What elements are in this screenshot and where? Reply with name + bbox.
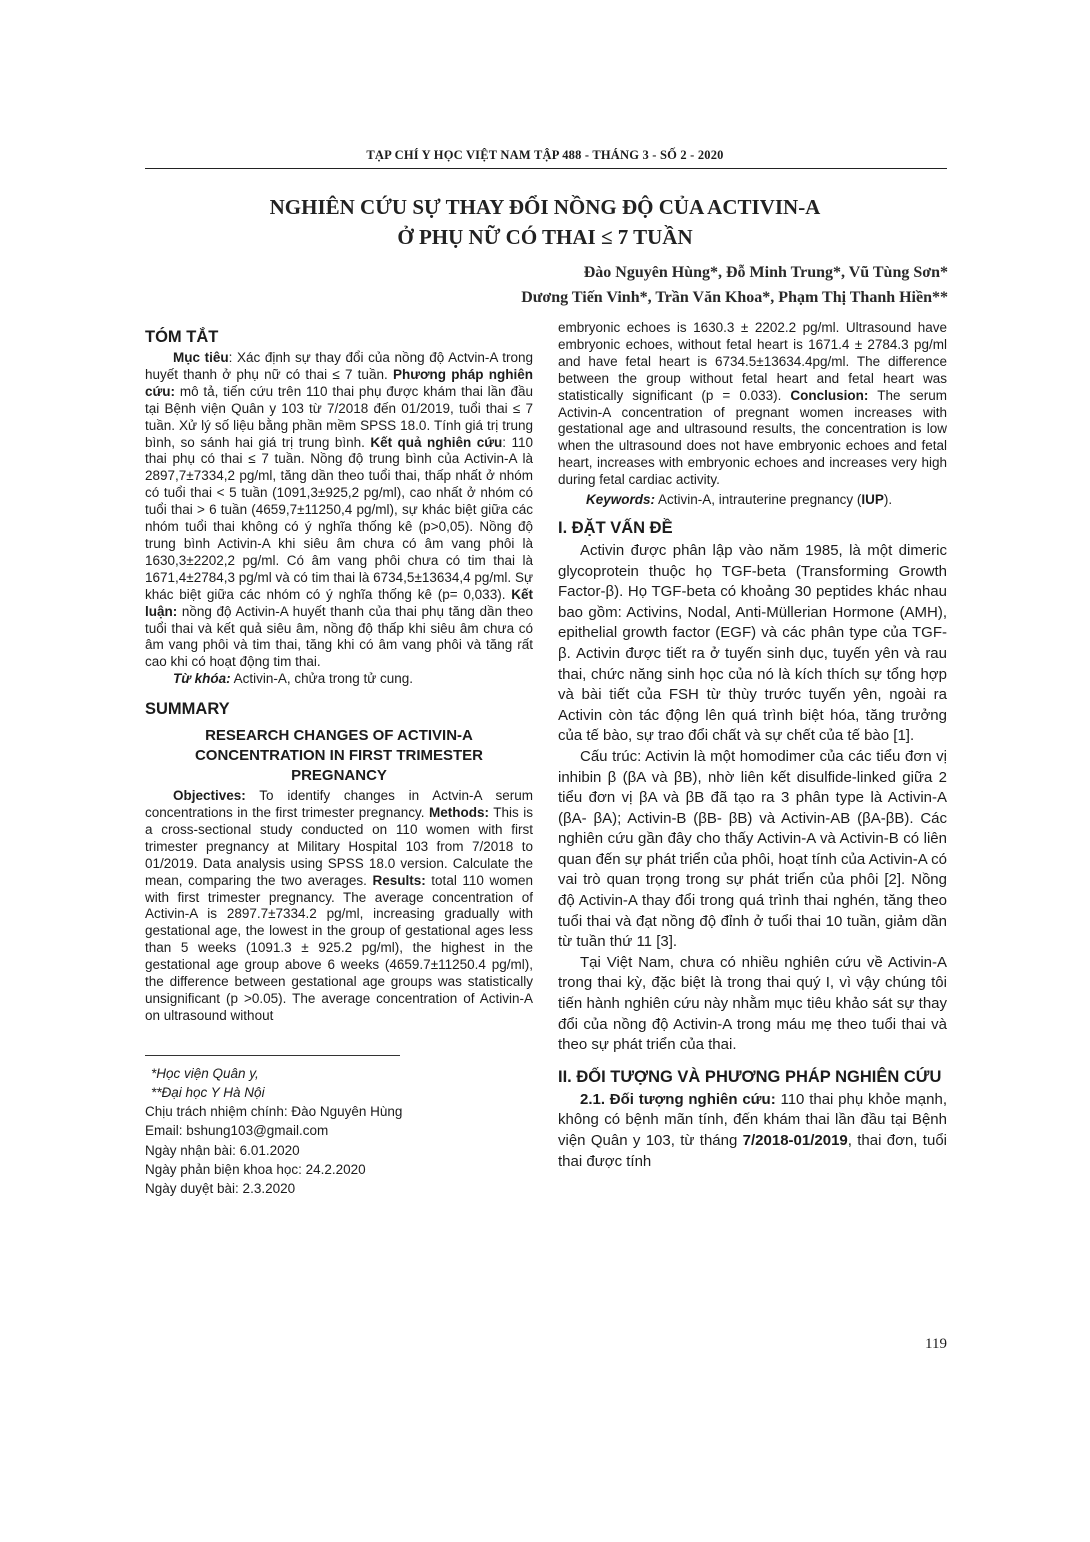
summary-abstract xyxy=(145,788,533,1025)
left-column xyxy=(145,320,533,1198)
text-objectives-en: To identify changes in Actvin-A serum concentrations in the first trimester pregnancy. xyxy=(145,788,533,821)
paper-title xyxy=(145,192,945,252)
intro-paragraph-3: Tại Việt Nam, chưa có nhiều nghiên cứu về Activin-A trong thai kỳ, đặc biệt là trong thai quý I, vì vậy chúng tôi tiến hành nghiên cứu này nhằm mục tiêu khảo sát sự thay đổi của nồng độ Activin-A trong máu mẹ theo tuổi thai và theo sự phát triển của thai. xyxy=(558,953,947,1054)
methods-heading: II. ĐỐI TƯỢNG VÀ PHƯƠNG PHÁP NGHIÊN CỨU xyxy=(558,1067,942,1086)
summary-heading: SUMMARY xyxy=(145,700,230,719)
text-keywords-iup: IUP xyxy=(861,492,884,508)
right-column xyxy=(558,320,947,1172)
label-method: Phương pháp nghiên cứu: xyxy=(145,366,533,399)
authors-line-1: Đào Nguyên Hùng*, Đỗ Minh Trung*, Vũ Tùng Sơn* xyxy=(583,264,948,281)
right-body xyxy=(558,517,947,1172)
footnotes xyxy=(145,1064,533,1198)
text-methods-en: This is a cross-sectional study conducted on 110 women with first trimester pregnancy at Military Hospital 103 from 7/2018 to 01/2019. Data analysis using SPSS 18.0 version. Calculate the mean, comparing the two averages. xyxy=(145,805,534,888)
footnote-review-date: Ngày phản biện khoa học: 24.2.2020 xyxy=(145,1161,366,1177)
label-results: Kết quả nghiên cứu xyxy=(370,434,503,450)
methods-paragraph xyxy=(558,1090,947,1172)
text-results: : 110 thai phụ có thai ≤ 7 tuần. Nồng độ trung bình của Activin-A là 2897,7±7334,2 pg/ml, tăng dần theo tuổi thai, thấp nhất ở nhóm có tuổi thai < 5 tuần (1091,3±925,2 pg/ml), cao nhất ở nhóm có tuổi thai > 6 tuần (4659,7±11250,4 pg/ml), sự khác biệt giữa các nhóm tuổi thai không có ý nghĩa thống kê (p>0,05). Nồng độ trung bình Activin-A khi siêu âm chưa có âm vang phôi là 1630,3±2202,2 pg/ml. Có âm vang phôi chưa có tim thai là 1671,4±2784,3 pg/ml và có tim thai là 6734,5±13634,4 pg/ml. Sự khác biệt giữa các nhóm có ý nghĩa thống kê (p= 0,033). xyxy=(145,434,534,602)
intro-paragraph-1: Activin được phân lập vào năm 1985, là một dimeric glycoprotein thuộc họ TGF-beta (Transforming Growth Factor-β). Họ TGF-beta có khoảng 30 peptides khác nhau bao gồm: Activins, Nodal, Anti-Müllerian Hormone (AMH), epithelial growth factor (EGF) và các phân type của TGF-β. Activin được tiết ra ở tuyến sinh dục, tuyến yên và rau thai, chức năng sinh học của nó là kích thích sự tổng hợp và bài tiết của FSH từ thùy trước tuyến yên, ngoài ra Activin còn tác động lên quá trình biệt hóa, tăng trưởng của tế bào, sự trao đổi chất và sự chết của tế bào [1]. xyxy=(558,541,947,745)
summary-title-line-2: CONCENTRATION IN FIRST TRIMESTER xyxy=(194,747,484,765)
footnote-corresponding-author: Chịu trách nhiệm chính: Đào Nguyên Hùng xyxy=(145,1104,403,1120)
label-conclusion-en: Conclusion: xyxy=(790,387,869,403)
label-objective: Mục tiêu xyxy=(173,350,229,365)
methods-date-range: 7/2018-01/2019 xyxy=(742,1132,848,1149)
footnote-email: Email: bshung103@gmail.com xyxy=(145,1123,329,1139)
title-line-2: Ở PHỤ NỮ CÓ THAI ≤ 7 TUẦN xyxy=(397,225,693,249)
label-keywords-vi: Từ khóa: xyxy=(173,671,231,687)
footnote-received-date: Ngày nhận bài: 6.01.2020 xyxy=(145,1142,300,1158)
summary-keywords xyxy=(558,492,947,509)
authors-line-2: Dương Tiến Vinh*, Trần Văn Khoa*, Phạm Thị Thanh Hiền** xyxy=(521,289,948,306)
summary-title-line-3: PREGNANCY xyxy=(291,767,387,785)
label-keywords-en: Keywords: xyxy=(586,492,656,508)
tomtat-heading: TÓM TẮT xyxy=(145,328,219,346)
authors xyxy=(248,260,948,310)
text-results-en-cont: embryonic echoes is 1630.3 ± 2202.2 pg/ml. Ultrasound have embryonic echoes, without fetal heart is 1671.4 ± 2784.3 pg/ml and have fetal heart is 6734.5±13634.4pg/ml. The difference between the group without fetal heart and fetal heart was statistically significant (p = 0.033). xyxy=(558,320,947,403)
summary-title-line-1: RESEARCH CHANGES OF ACTIVIN-A xyxy=(205,727,473,745)
methods-text: 110 thai phụ khỏe mạnh, không có bệnh mãn tính, đến khám thai lần đầu tại Bệnh viện Quân y 103, từ tháng xyxy=(558,1090,947,1149)
methods-text-2: , thai đơn, tuổi thai được tính xyxy=(558,1132,947,1170)
text-conclusion-en: The serum Activin-A concentration of pregnant women increases with gestational age and ultrasound results, the concentration is low when the ultrasound does not have embryonic echoes and fetal heart, increases with embryonic echoes and increases very high during fetal cardiac activity. xyxy=(558,387,948,488)
label-objectives-en: Objectives: xyxy=(173,788,246,804)
running-head: TẠP CHÍ Y HỌC VIỆT NAM TẬP 488 - THÁNG 3 - SỐ 2 - 2020 xyxy=(366,148,724,162)
footnote-affiliation-2: **Đại học Y Hà Nội xyxy=(151,1085,265,1101)
summary-abstract-continued xyxy=(558,320,947,489)
label-methods-en: Methods: xyxy=(429,805,490,821)
tomtat-keywords xyxy=(145,671,533,688)
label-results-en: Results: xyxy=(372,872,426,888)
methods-subheading: 2.1. Đối tượng nghiên cứu: xyxy=(580,1090,776,1108)
text-conclusion: nồng độ Activin-A huyết thanh của thai phụ tăng dần theo tuổi thai và kết quả siêu âm, nồng độ thấp khi siêu âm chưa có âm vang phôi và tim thai, tăng khi có âm vang phôi và tăng rất cao khi có hoạt động tim thai. xyxy=(145,603,533,670)
tomtat-abstract xyxy=(145,350,533,671)
text-keywords-end: ). xyxy=(883,492,893,508)
text-results-en: total 110 women with first trimester pregnancy. The average concentration of Activin-A is 2897.7±7334.2 pg/ml, increasing gradually with gestational age, the lowest in the group of gestational ages less than 5 weeks (1091.3 ± 925.2 pg/ml), the highest in the gestational age group above 6 weeks (4659.7±11250.4 pg/ml), the difference between gestational age groups was statistically unsignificant (p >0.05). The average concentration of Activin-A on ultrasound without xyxy=(145,872,533,1023)
text-objective: : Xác định sự thay đổi của nồng độ Actvin-A trong huyết thanh ở phụ nữ có thai ≤ 7 tuần. xyxy=(145,350,533,382)
page-number: 119 xyxy=(925,1336,947,1352)
footnote-rule xyxy=(145,1055,400,1056)
header-rule xyxy=(145,168,947,169)
summary-title xyxy=(145,726,533,786)
footnote-accepted-date: Ngày duyệt bài: 2.3.2020 xyxy=(145,1181,296,1197)
label-conclusion: Kết luận: xyxy=(145,586,533,619)
intro-paragraph-2: Cấu trúc: Activin là một homodimer của các tiểu đơn vị inhibin β (βA và βB), nhờ liên kết disulfide-linked giữa 2 tiểu đơn vị βA và βB đã tạo ra 3 phân type là Activin-A (βA- βA); Activin-B (βB- βB) và Activin-AB (βA-βB). Các nghiên cứu gần đây cho thấy Activin-A và Activin-B có liên quan đến sự phát triển của phôi, hoạt tính của Activin-A có vai trò quan trọng trong sự phát triển của phôi [2]. Nồng độ Activin-A thay đổi trong quá trình thai nghén, tăng theo tuổi thai và đạt nồng độ đỉnh ở tuổi thai 10 tuần, giảm dần từ tuần thứ 11 [3]. xyxy=(558,747,947,951)
title-line-1: NGHIÊN CỨU SỰ THAY ĐỔI NỒNG ĐỘ CỦA ACTIVIN-A xyxy=(269,195,821,219)
text-method: mô tả, tiến cứu trên 110 thai phụ được khám thai lần đầu tại Bệnh viện Quân y 103 từ 7/2018 đến 01/2019, tuổi thai ≤ 7 tuần. Xử lý số liệu bằng phần mềm SPSS 18.0. Tính giá trị trung bình, so sánh hai giá trị trung bình. xyxy=(145,383,533,450)
text-keywords-en: Activin-A, intrauterine pregnancy ( xyxy=(655,492,862,508)
text-keywords-vi: Activin-A, chửa trong tử cung. xyxy=(230,671,414,687)
footnote-affiliation-1: *Học viện Quân y, xyxy=(151,1065,259,1081)
intro-heading: I. ĐẶT VẤN ĐỀ xyxy=(558,518,673,537)
